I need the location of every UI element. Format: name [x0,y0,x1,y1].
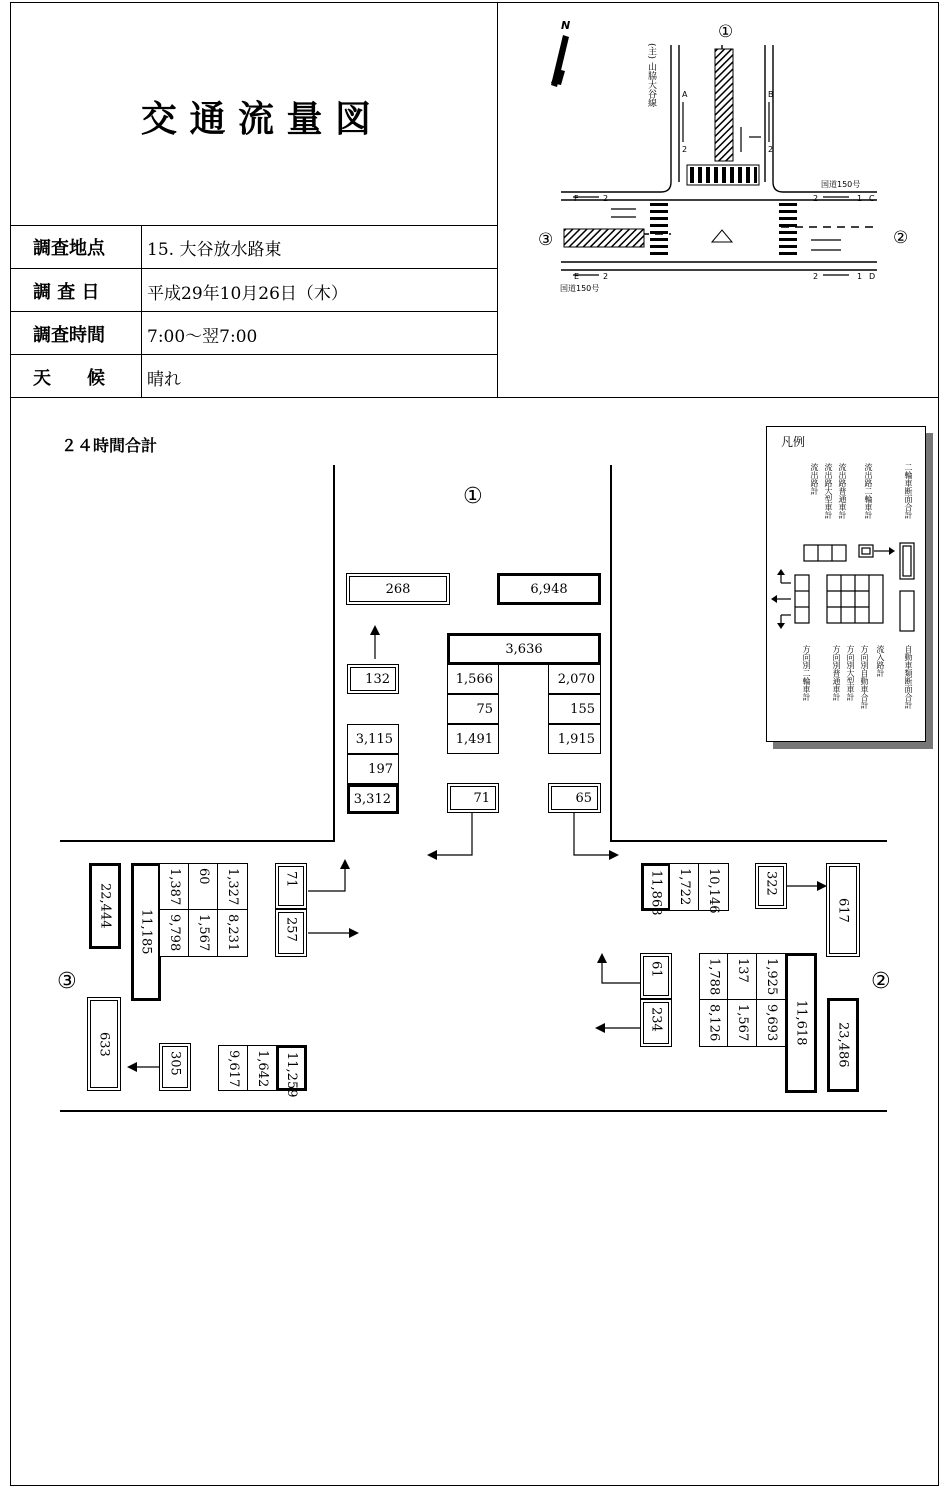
east-c2-top: 137 [727,953,758,1001]
arrow-east-moto-up-line [602,961,640,983]
west-c1-normal: 9,798 [159,909,190,957]
east-moto-left: 234 [640,999,672,1047]
map-approach-3: ③ [538,230,554,250]
north-out-large: 197 [347,754,399,784]
north-section-total: 6,948 [497,573,601,605]
legend-bottom-5: 自動車類断面合計 [904,645,913,709]
value-location: 15. 大谷放水路東 [147,240,282,260]
legend-top-4: 二輪車断面合計 [904,463,913,519]
section-title: ２４時間合計 [61,436,158,455]
legend-top-1: 流出路大型車計 [824,463,833,519]
arrow-head-north-icon [370,625,380,635]
arrow-west-moto-up-line [308,867,345,891]
east-out-moto: 322 [755,863,787,909]
road-edge-ne [611,465,887,841]
legend-bottom-1: 方向別普通車計 [832,645,841,701]
map-lane-f-2: 2 [603,194,609,203]
legend-top-2: 流出路普通車計 [838,463,847,519]
west-out-total: 11,259 [276,1045,307,1091]
east-section-total: 23,486 [827,998,859,1092]
map-approach-1: ① [718,22,734,42]
west-moto-up: 71 [275,863,307,909]
label-location: 調査地点 [33,238,105,259]
west-out-normal: 9,617 [218,1045,249,1091]
west-c1-total: 1,387 [159,863,190,911]
west-inflow-total: 11,185 [131,863,161,1001]
legend-bottom-2: 方向別大型車計 [846,645,855,701]
map-lane-b-2: 2 [768,145,774,154]
east-out-total: 11,868 [641,863,671,911]
east-out-large: 1,722 [669,863,700,911]
north-left-large: 75 [447,694,499,724]
west-moto-right: 257 [275,909,307,957]
road-edge-nw [60,465,334,841]
north-inflow-total: 3,636 [447,633,601,665]
arrow-north-moto-east-line [574,811,611,855]
page-title: 交 通 流 量 図 [140,99,372,140]
map-lane-b: B [768,90,774,99]
map-lane-c-1: 1 [857,194,863,203]
legend-top-0: 流出路計 [810,463,819,495]
flow-approach-2: ② [871,969,891,994]
west-c2-large: 60 [188,863,219,911]
north-moto-to-west: 71 [447,783,499,813]
east-c1-bottom: 8,126 [699,999,729,1047]
arrow-north-moto-west-line [435,811,472,855]
map-road-main: (主) 山脇大谷線 [646,43,656,107]
map-road-national-bottom: 国道150号 [560,284,600,293]
east-inflow-total: 11,618 [785,953,817,1093]
value-time: 7:00～翌7:00 [147,327,258,347]
east-c3-bottom: 9,693 [756,999,787,1047]
arrow-head-west-out-icon [127,1062,137,1072]
east-c1-top: 1,788 [699,953,729,1001]
east-moto-up: 61 [640,953,672,999]
legend-title: 凡例 [781,435,806,449]
arrow-head-northwest-icon [427,850,437,860]
north-out-moto: 268 [346,573,450,605]
map-lane-c-2: 2 [813,194,819,203]
west-c3-normal: 8,231 [217,909,248,957]
west-section-total: 22,444 [89,863,121,949]
arrow-head-east-left-icon [595,1023,605,1033]
north-out-total: 3,115 [347,724,399,754]
map-lane-a: A [682,90,688,99]
north-moto-to-east: 65 [548,783,601,813]
label-date: 調 査 日 [33,282,100,303]
flow-approach-1: ① [463,484,483,509]
north-right-normal: 1,915 [548,724,601,754]
west-c2-normal: 1,567 [188,909,219,957]
east-out-normal: 10,146 [698,863,729,911]
north-label: N [561,19,571,32]
west-out-large: 1,642 [247,1045,278,1091]
map-lane-d-2: 2 [813,272,819,281]
map-lane-c: C [869,194,875,203]
west-moto-section: 633 [87,997,121,1091]
value-weather: 晴れ [147,370,181,390]
value-date: 平成29年10月26日（木） [147,284,348,304]
north-right-large: 155 [548,694,601,724]
north-left-normal: 1,491 [447,724,499,754]
east-c2-bottom: 1,567 [727,999,758,1047]
legend-top-3: 流出路二輪車計 [864,463,873,519]
label-time: 調査時間 [33,325,105,346]
arrow-head-east-up-icon [597,953,607,963]
east-moto-section: 617 [826,863,860,957]
traffic-flow-sheet [10,2,939,1486]
legend-bottom-4: 流入路計 [876,645,885,677]
legend-bottom-0: 方向別二輪車計 [802,645,811,701]
map-lane-f: F [574,194,579,203]
north-out-normal: 3,312 [347,784,399,814]
arrow-head-northeast-icon [609,850,619,860]
north-right-total: 2,070 [548,664,601,694]
north-left-total: 1,566 [447,664,499,694]
map-lane-e-2: 2 [603,272,609,281]
north-left-moto: 132 [347,664,399,694]
map-lane-d: D [869,272,876,281]
map-lane-e: E [574,272,580,281]
flow-approach-3: ③ [57,969,77,994]
arrow-head-west-up-icon [340,859,350,869]
arrow-head-west-right-icon [349,928,359,938]
map-lane-a-2: 2 [682,145,688,154]
map-road-national-top: 国道150号 [821,180,861,189]
map-lane-d-1: 1 [857,272,863,281]
legend-bottom-3: 方向別自動車合計 [860,645,869,709]
east-c3-top: 1,925 [756,953,787,1001]
map-approach-2: ② [893,228,909,248]
label-weather: 天 候 [33,368,105,389]
west-c3-total: 1,327 [217,863,248,911]
west-out-moto: 305 [159,1043,191,1091]
